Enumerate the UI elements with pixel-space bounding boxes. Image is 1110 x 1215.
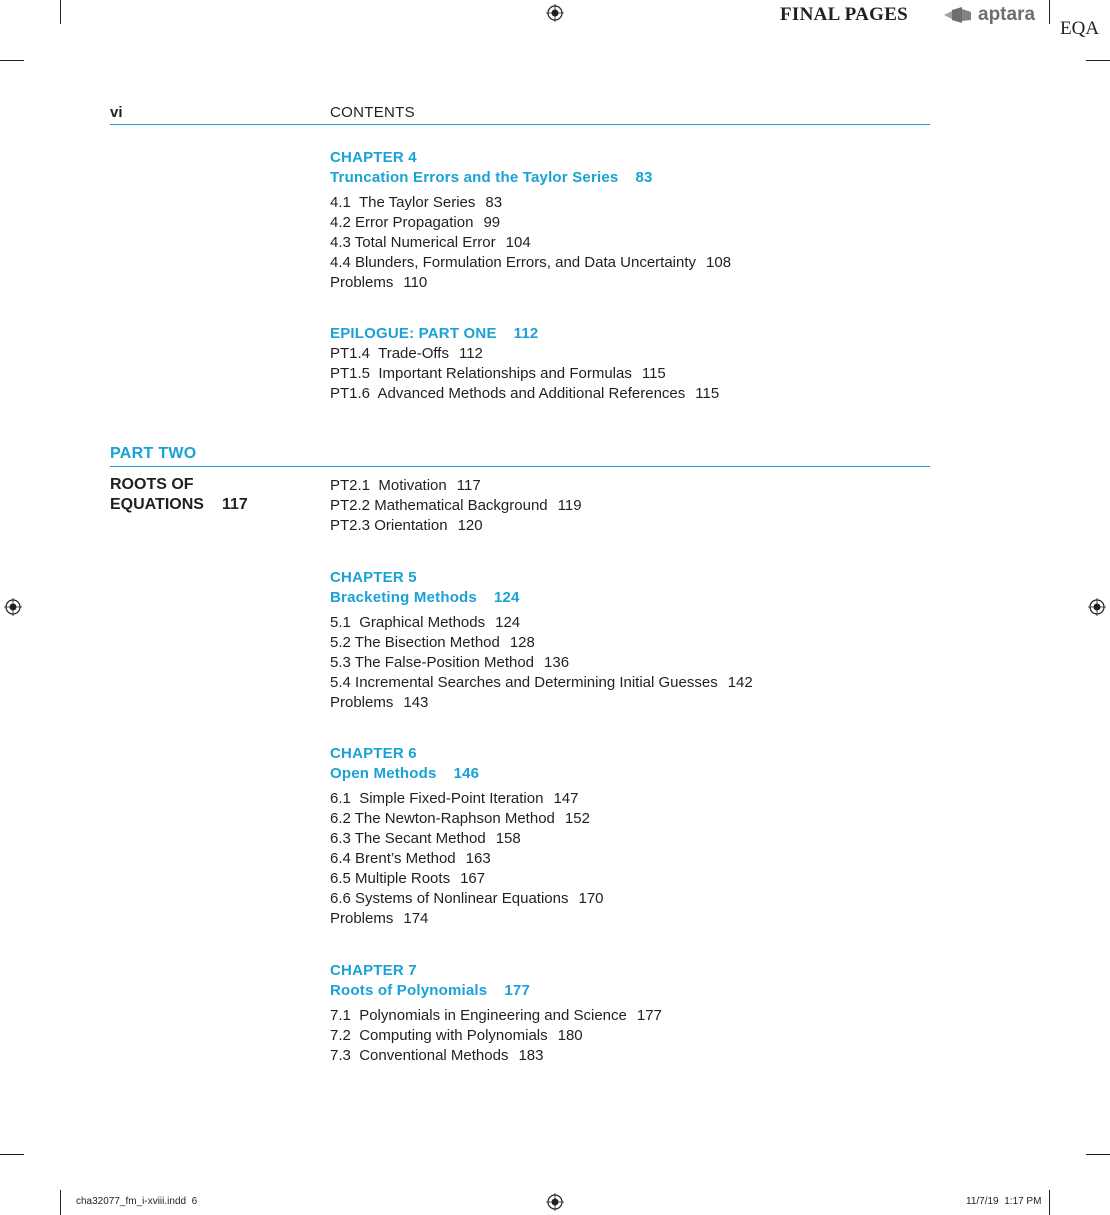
section-page: 124 [495,614,521,631]
section-number: PT1.4 [330,345,371,362]
section-title: The Bisection Method [354,634,500,651]
crop-mark [60,0,61,24]
toc-entry[interactable] [330,344,719,364]
aptara-logo-icon [944,7,972,23]
chapter-title-text: Bracketing Methods [330,589,477,606]
toc-entry[interactable] [330,829,604,849]
crop-mark [0,60,24,61]
section-title: Systems of Nonlinear Equations [355,890,569,907]
section-page: 158 [495,830,521,847]
section-page: 120 [457,517,483,534]
crop-mark [0,1154,24,1155]
section-title: Important Relationships and Formulas [378,365,632,382]
section-title: Brent’s Method [355,850,456,867]
section-number: 4.2 [330,214,351,231]
slug-file [76,1196,197,1207]
chapter-page: 124 [493,589,520,606]
section-number: 7.3 [330,1047,351,1064]
section-number: 5.1 [330,614,351,631]
section-title: Blunders, Formulation Errors, and Data Uncertainty [355,254,697,271]
crop-mark [60,1190,61,1215]
chapter-6-entries [330,789,604,929]
chapter-page: 83 [635,169,653,186]
section-title: Multiple Roots [355,870,451,887]
section-number: 4.4 [330,254,351,271]
section-page: 115 [641,365,666,382]
section-title: The False-Position Method [354,654,535,671]
toc-entry[interactable] [330,889,604,909]
section-number: PT1.6 [330,385,371,402]
toc-entry[interactable] [330,789,604,809]
toc-entry[interactable] [330,1006,662,1026]
crop-mark [1086,1154,1110,1155]
section-page: 163 [465,850,491,867]
part-page: 117 [221,496,248,513]
chapter-4-entries [330,193,731,293]
toc-entry[interactable] [330,633,753,653]
chapter-6-label: CHAPTER 6 [330,745,417,762]
crop-mark [1049,0,1050,24]
chapter-7-title [330,981,530,1001]
part-two-label: PART TWO [110,445,197,462]
running-head-title: CONTENTS [330,104,415,121]
chapter-7-entries [330,1006,662,1066]
section-page: 177 [636,1007,662,1024]
toc-entry[interactable] [330,496,582,516]
slug-time: 1:17 PM [1004,1196,1042,1207]
toc-entry[interactable] [330,673,753,693]
registration-mark-icon [546,4,564,22]
section-number: PT2.1 [330,477,371,494]
section-title: Advanced Methods and Additional References [377,385,686,402]
section-page: 117 [456,477,481,494]
chapter-5-entries [330,613,753,713]
section-title: The Taylor Series [358,194,476,211]
toc-entry[interactable] [330,909,604,929]
registration-mark-icon [1088,598,1106,616]
section-title: Mathematical Background [374,497,548,514]
chapter-page: 177 [504,982,530,999]
toc-entry[interactable] [330,869,604,889]
part-title-line2: EQUATIONS [110,496,204,513]
chapter-6-title [330,764,479,784]
chapter-4-label: CHAPTER 4 [330,149,417,166]
section-number: PT2.2 [330,497,371,514]
toc-entry[interactable] [330,476,582,496]
toc-entry[interactable] [330,849,604,869]
toc-entry[interactable] [330,516,582,536]
aptara-wordmark: aptara [978,4,1036,25]
section-page: 152 [564,810,590,827]
toc-entry[interactable] [330,273,731,293]
section-title: Problems [330,274,394,291]
chapter-title-text: Roots of Polynomials [330,982,488,999]
aptara-logo [944,4,1035,26]
crop-mark [1049,1190,1050,1215]
part-two-rule [110,466,930,467]
page-folio: vi [110,104,123,121]
epilogue-title-text: EPILOGUE: PART ONE [330,325,497,342]
section-number: 5.4 [330,674,351,691]
section-title: Incremental Searches and Determining Initial Guesses [355,674,718,691]
section-title: Computing with Polynomials [359,1027,548,1044]
section-title: Trade-Offs [378,345,449,362]
section-page: 115 [695,385,720,402]
section-number: PT1.5 [330,365,371,382]
section-page: 147 [553,790,579,807]
section-number: 7.2 [330,1027,351,1044]
section-title: The Newton-Raphson Method [354,810,555,827]
slug-timestamp [966,1196,1041,1207]
section-title: Total Numerical Error [354,234,496,251]
section-title: Graphical Methods [359,614,486,631]
chapter-7-label: CHAPTER 7 [330,962,417,979]
section-number: 4.3 [330,234,351,251]
section-title: The Secant Method [354,830,486,847]
toc-entry[interactable] [330,809,604,829]
epilogue-entries [330,344,719,404]
section-page: 110 [403,274,428,291]
section-title: Motivation [378,477,447,494]
section-number: 6.2 [330,810,351,827]
epilogue-title [330,324,538,344]
chapter-4-title [330,168,653,188]
section-page: 174 [403,910,429,927]
chapter-title-text: Truncation Errors and the Taylor Series [330,169,619,186]
chapter-5-label: CHAPTER 5 [330,569,417,586]
section-number: 6.1 [330,790,351,807]
section-page: 136 [544,654,570,671]
chapter-page: 146 [453,765,480,782]
section-page: 112 [458,345,483,362]
registration-mark-icon [546,1193,564,1211]
chapter-5-title [330,588,520,608]
section-number: PT2.3 [330,517,371,534]
registration-mark-icon [4,598,22,616]
section-page: 128 [509,634,535,651]
section-page: 104 [505,234,531,251]
toc-entry[interactable] [330,1026,662,1046]
section-title: Polynomials in Engineering and Science [359,1007,627,1024]
chapter-title-text: Open Methods [330,765,437,782]
toc-entry[interactable] [330,193,731,213]
slug-date: 11/7/19 [966,1196,999,1207]
section-number: 6.3 [330,830,351,847]
section-page: 108 [706,254,732,271]
toc-entry[interactable] [330,1046,662,1066]
section-title: Simple Fixed-Point Iteration [359,790,544,807]
section-page: 170 [578,890,604,907]
section-page: 119 [557,497,582,514]
section-title: Orientation [374,517,448,534]
epilogue-page: 112 [513,325,539,342]
toc-entry[interactable] [330,253,731,273]
section-page: 167 [460,870,486,887]
toc-entry[interactable] [330,653,753,673]
toc-entry[interactable] [330,233,731,253]
part-two-entries [330,476,582,536]
section-title: Conventional Methods [359,1047,509,1064]
part-two-title [110,475,248,515]
toc-entry[interactable] [330,213,731,233]
toc-entry[interactable] [330,364,719,384]
section-page: 143 [403,694,429,711]
section-title: Problems [330,694,394,711]
section-number: 5.2 [330,634,351,651]
eqa-stamp: EQA [1060,18,1100,39]
part-title-line1: ROOTS OF [110,476,194,493]
slug-filename: cha32077_fm_i-xviii.indd [76,1196,187,1207]
crop-mark [1086,60,1110,61]
running-head-rule [110,124,930,125]
section-number: 7.1 [330,1007,351,1024]
toc-entry[interactable] [330,693,753,713]
section-title: Problems [330,910,394,927]
section-number: 6.6 [330,890,351,907]
section-number: 4.1 [330,194,351,211]
section-page: 183 [518,1047,544,1064]
section-page: 99 [483,214,501,231]
toc-entry[interactable] [330,384,719,404]
slug-page: 6 [191,1196,198,1207]
section-number: 6.4 [330,850,351,867]
toc-entry[interactable] [330,613,753,633]
section-page: 180 [557,1027,583,1044]
section-number: 6.5 [330,870,351,887]
section-title: Error Propagation [355,214,474,231]
section-number: 5.3 [330,654,351,671]
section-page: 142 [727,674,753,691]
final-pages-stamp: FINAL PAGES [780,4,909,25]
section-page: 83 [485,194,503,211]
